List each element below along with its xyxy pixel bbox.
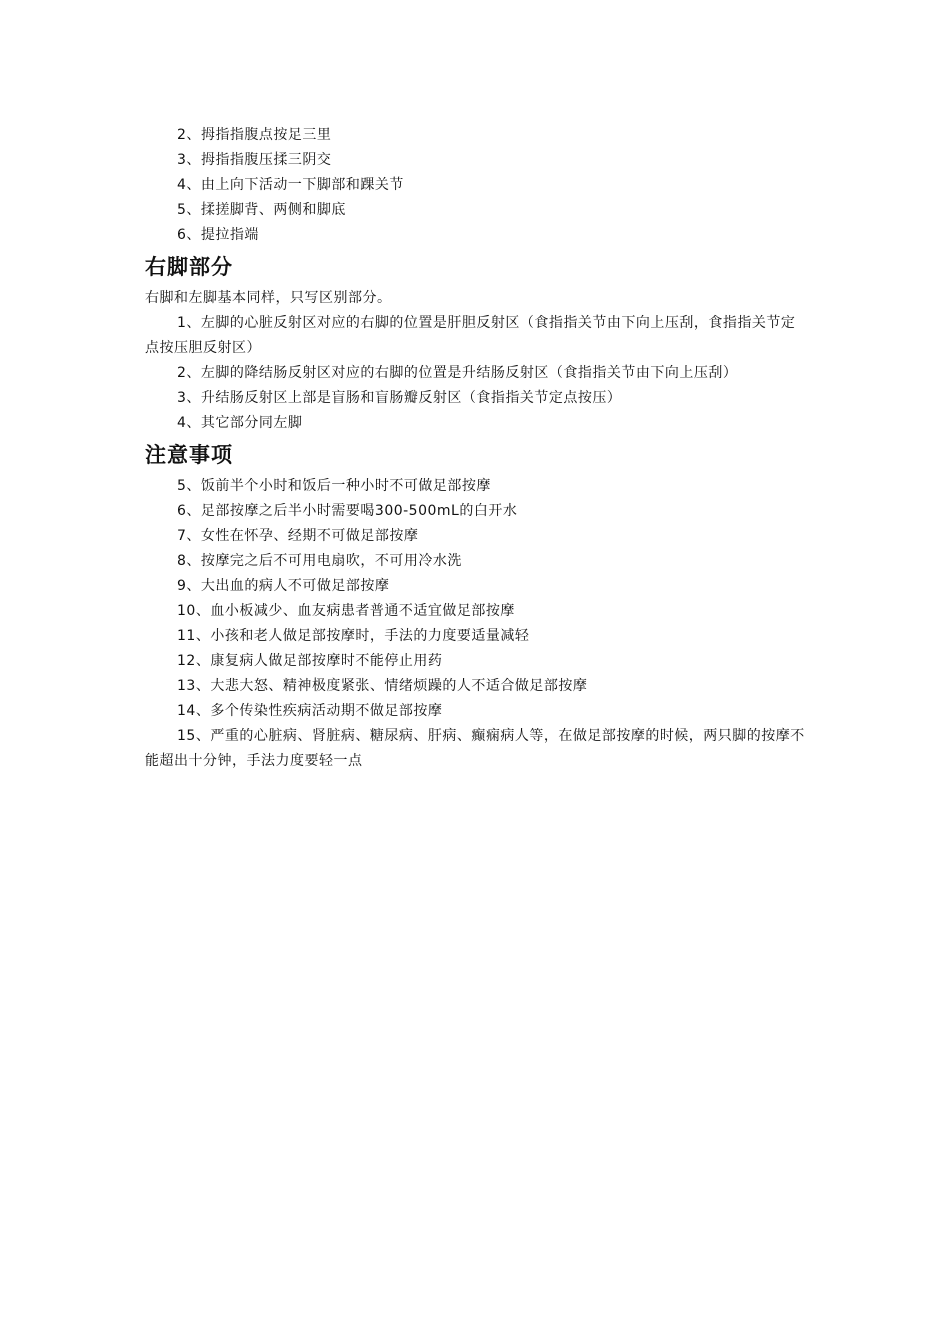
- list-item: 15、严重的心脏病、肾脏病、糖尿病、肝病、癫痫病人等，在做足部按摩的时候，两只脚的按摩不能超出十分钟，手法力度要轻一点: [145, 728, 805, 769]
- list-item: 2、左脚的降结肠反射区对应的右脚的位置是升结肠反射区（食指指关节由下向上压刮）: [177, 365, 738, 381]
- section-heading-notes: 注意事项: [145, 442, 233, 467]
- list-item: 3、升结肠反射区上部是盲肠和盲肠瓣反射区（食指指关节定点按压）: [177, 390, 622, 406]
- list-item: 5、饭前半个小时和饭后一种小时不可做足部按摩: [177, 478, 491, 494]
- list-item: 4、由上向下活动一下脚部和踝关节: [177, 177, 404, 193]
- list-item: 3、拇指指腹压揉三阴交: [177, 152, 332, 168]
- list-item: 6、足部按摩之后半小时需要喝300-500mL的白开水: [177, 503, 518, 519]
- section-intro: 右脚和左脚基本同样，只写区别部分。: [145, 290, 392, 306]
- list-item: 5、揉搓脚背、两侧和脚底: [177, 202, 346, 218]
- list-item: 8、按摩完之后不可用电扇吹，不可用冷水洗: [177, 553, 462, 569]
- section-heading-right-foot: 右脚部分: [145, 254, 233, 279]
- notes-list: [145, 474, 807, 774]
- list-item: 11、小孩和老人做足部按摩时，手法的力度要适量减轻: [177, 628, 530, 644]
- list-top: [145, 123, 807, 248]
- list-item: 13、大悲大怒、精神极度紧张、情绪烦躁的人不适合做足部按摩: [177, 678, 588, 694]
- list-item: 4、其它部分同左脚: [177, 415, 303, 431]
- list-item: 14、多个传染性疾病活动期不做足部按摩: [177, 703, 443, 719]
- list-item: 7、女性在怀孕、经期不可做足部按摩: [177, 528, 419, 544]
- list-item: 2、拇指指腹点按足三里: [177, 127, 332, 143]
- document-page: [145, 123, 807, 774]
- list-item: 12、康复病人做足部按摩时不能停止用药: [177, 653, 443, 669]
- list-item: 10、血小板减少、血友病患者普通不适宜做足部按摩: [177, 603, 515, 619]
- list-item: 1、左脚的心脏反射区对应的右脚的位置是肝胆反射区（食指指关节由下向上压刮，食指指关节定点按压胆反射区）: [145, 315, 796, 356]
- right-foot-list: [145, 311, 807, 436]
- list-item: 9、大出血的病人不可做足部按摩: [177, 578, 390, 594]
- list-item: 6、提拉指端: [177, 227, 259, 243]
